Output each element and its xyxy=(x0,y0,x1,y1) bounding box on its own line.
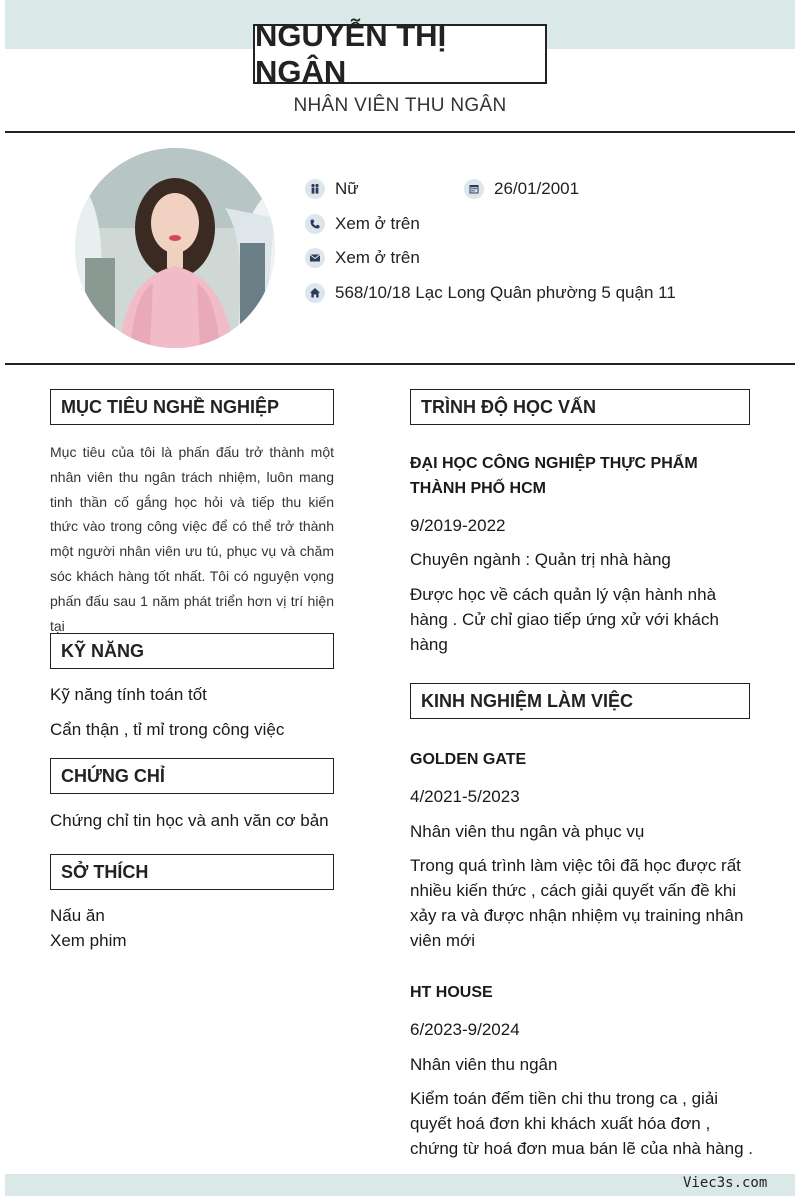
bottom-band xyxy=(5,1174,795,1196)
skill-item: Kỹ năng tính toán tốt xyxy=(50,685,207,704)
job-position: Nhân viên thu ngân và phục vụ xyxy=(410,822,645,841)
job-period: 4/2021-5/2023 xyxy=(410,787,520,806)
school-name-line1: ĐẠI HỌC CÔNG NGHIỆP THỰC PHẨM xyxy=(410,455,698,472)
gender-row xyxy=(305,179,359,199)
birthdate-row xyxy=(464,179,579,199)
skill-item: Cẩn thận , tỉ mỉ trong công việc xyxy=(50,720,285,739)
birthdate-value: 26/01/2001 xyxy=(494,179,580,198)
email-value: Xem ở trên xyxy=(335,248,420,267)
home-icon xyxy=(305,283,325,303)
job-period: 6/2023-9/2024 xyxy=(410,1020,520,1039)
phone-value: Xem ở trên xyxy=(335,214,420,233)
calendar-icon xyxy=(464,179,484,199)
job-company: GOLDEN GATE xyxy=(410,751,527,768)
phone-row xyxy=(305,214,420,234)
job-description: Trong quá trình làm việc tôi đã học được rất nhiều kiến thức , cách giải quyết vấn đề khi xảy ra và được nhận nhiệm vụ training nhân viên mới xyxy=(410,856,744,950)
gender-icon xyxy=(305,179,325,199)
hobby-item: Xem phim xyxy=(50,931,127,950)
email-row xyxy=(305,248,420,268)
job-position: Nhân viên thu ngân xyxy=(410,1055,558,1074)
skills-heading: KỸ NĂNG xyxy=(50,633,334,669)
school-name-line2: THÀNH PHỐ HCM xyxy=(410,480,546,497)
job-company: HT HOUSE xyxy=(410,984,493,1001)
mail-icon xyxy=(305,248,325,268)
gender-value: Nữ xyxy=(335,179,359,198)
education-major: Chuyên ngành : Quản trị nhà hàng xyxy=(410,550,671,569)
job-description: Kiểm toán đếm tiền chi thu trong ca , giải quyết hoá đơn khi khách xuất hóa đơn , chứng từ hoá đơn mua bán lẽ của nhà hàng . xyxy=(410,1089,753,1158)
watermark: Viec3s.com xyxy=(683,1175,768,1191)
hobby-item: Nấu ăn xyxy=(50,906,105,925)
experience-heading: KINH NGHIỆM LÀM VIỆC xyxy=(410,683,750,719)
education-description: Được học về cách quản lý vận hành nhà hàng . Cử chỉ giao tiếp ứng xử với khách hàng xyxy=(410,585,719,654)
address-value: 568/10/18 Lạc Long Quân phường 5 quận 11 xyxy=(335,283,676,302)
job-title: NHÂN VIÊN THU NGÂN xyxy=(293,95,507,116)
candidate-name: NGUYỄN THỊ NGÂN xyxy=(253,24,547,84)
education-period: 9/2019-2022 xyxy=(410,516,506,535)
address-row xyxy=(305,283,676,303)
hobbies-heading: SỞ THÍCH xyxy=(50,854,334,890)
objective-text: Mục tiêu của tôi là phấn đấu trở thành một nhân viên thu ngân trách nhiệm, luôn mang tinh thần cố gắng học hỏi và tiếp thu kiến thức vào trong công việc để có thể trở thành một người nhân viên ưu tú, phục vụ và chăm sóc khách hàng tốt nhất. Tôi có nguyện vọng phấn đấu sau 1 năm phát triển hơn vị trí hiện tại xyxy=(50,444,334,634)
certificate-item: Chứng chỉ tin học và anh văn cơ bản xyxy=(50,811,329,830)
info-divider xyxy=(5,363,795,365)
phone-icon xyxy=(305,214,325,234)
profile-photo xyxy=(75,148,275,348)
header-divider xyxy=(5,131,795,133)
certificates-heading: CHỨNG CHỈ xyxy=(50,758,334,794)
objective-heading: MỤC TIÊU NGHỀ NGHIỆP xyxy=(50,389,334,425)
education-heading: TRÌNH ĐỘ HỌC VẤN xyxy=(410,389,750,425)
